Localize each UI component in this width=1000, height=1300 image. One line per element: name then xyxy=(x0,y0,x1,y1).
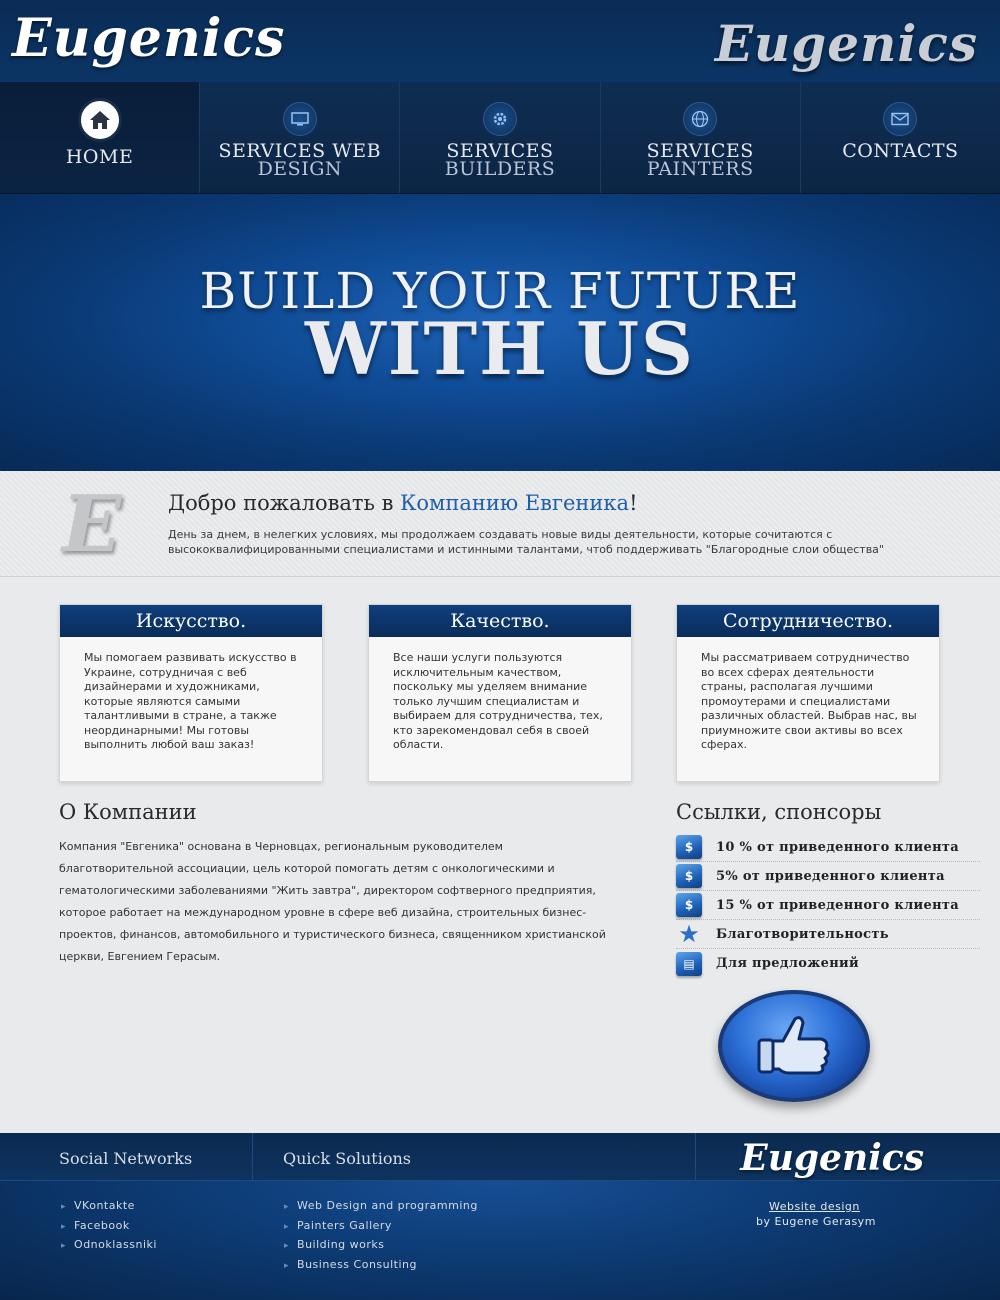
sponsor-link-label: 10 % от приведенного клиента xyxy=(716,839,959,855)
sponsor-link-label: Благотворительность xyxy=(716,926,889,942)
feature-box-text: Все наши услуги пользуются исключительным качеством, поскольку мы уделяем внимание только лучшим специалистам и выбираем для сотрудничества, тех, кто зарекомендовал себя в своей области. xyxy=(393,651,603,751)
about-text: Компания "Евгеника" основана в Черновцах, региональным руководителем благотворительной ассоциации, цель которой помогать детям с онкологическими и гематологическими заболеваниями "Жить завтра", директором софтверного предприятия, которое работает на международном уровне в сфере веб дизайна, строительных бизнес-проектов, финансов, автомобильного и туристического бизнеса, священником христианской церкви, Евгением Герасым. xyxy=(59,840,606,963)
globe-icon xyxy=(683,102,717,136)
sponsor-link-label: Для предложений xyxy=(716,956,859,971)
sponsor-link[interactable] xyxy=(676,920,980,949)
quick-links-list xyxy=(284,1197,478,1275)
money-box-icon: $ xyxy=(676,835,702,859)
footer-link-business-consulting[interactable]: ▸ Business Consulting xyxy=(284,1256,478,1276)
sponsor-link-label: 5% от приведенного клиента xyxy=(716,868,945,884)
footer-credit xyxy=(756,1199,876,1229)
website-design-link[interactable]: Website design xyxy=(769,1200,860,1213)
feature-box-title: Искусство. xyxy=(60,605,322,637)
about-title: О Компании xyxy=(59,800,197,824)
credit-author: by Eugene Gerasym xyxy=(756,1215,876,1228)
dollar-icon: $ xyxy=(676,864,702,888)
feature-box-cooperation xyxy=(676,604,940,782)
footer-link-web-design[interactable]: ▸ Web Design and programming xyxy=(284,1197,478,1217)
nav-item-services-web-design[interactable] xyxy=(200,82,400,193)
hero-headline: BUILD YOUR FUTURE xyxy=(199,262,801,320)
welcome-section xyxy=(0,471,1000,577)
hero-headline-large: WITH US xyxy=(305,306,695,391)
envelope-icon xyxy=(883,102,917,136)
site-logo-secondary: Eugenics xyxy=(714,14,978,73)
e-badge-logo: E xyxy=(62,479,122,570)
sponsor-link[interactable] xyxy=(676,862,980,891)
site-header xyxy=(0,0,1000,82)
nav-label: SERVICES WEB DESIGN xyxy=(218,140,382,180)
nav-item-home[interactable] xyxy=(0,82,200,193)
feature-box-text: Мы помогаем развивать искусство в Украине, сотрудничая с веб дизайнерами и художниками, которые являются самыми талантливыми в стране, а также неординарными! Мы готовы выполнить любой ваш заказ! xyxy=(84,651,297,751)
home-icon xyxy=(78,98,122,142)
feature-box-title: Качество. xyxy=(369,605,631,637)
footer-logo[interactable]: Eugenics xyxy=(740,1137,924,1179)
footer-quick-title: Quick Solutions xyxy=(283,1149,411,1168)
feature-box-art xyxy=(59,604,323,782)
welcome-text: День за днем, в нелегких условиях, мы продолжаем создавать новые виды деятельности, которые сочитаются с высококвалифицированными специалистами и истинными талантами, чтоб поддерживать "Благородные слои общества" xyxy=(168,528,884,556)
nav-label: CONTACTS xyxy=(842,140,959,162)
sponsor-link-label: 15 % от приведенного клиента xyxy=(716,897,959,913)
footer-link-vkontakte[interactable]: ▸ VKontakte xyxy=(61,1197,157,1217)
footer-link-odnoklassniki[interactable]: ▸ Odnoklassniki xyxy=(61,1236,157,1256)
feature-box-text: Мы рассматриваем сотрудничество во всех сферах деятельности страны, располагая лучшими промоутерами и специалистами различных областей. Выбрав нас, вы приумножите свои активы во всех сферах. xyxy=(701,651,917,751)
thumbs-up-icon[interactable] xyxy=(718,990,870,1102)
welcome-title: Добро пожаловать в Компанию Евгеника! xyxy=(168,491,638,515)
cash-icon: $ xyxy=(676,893,702,917)
sponsor-link[interactable] xyxy=(676,949,980,978)
nav-label: SERVICES BUILDERS xyxy=(444,140,556,180)
sponsor-link[interactable] xyxy=(676,833,980,862)
site-logo[interactable]: Eugenics xyxy=(12,8,286,69)
links-title: Ссылки, спонсоры xyxy=(676,800,882,824)
social-links-list xyxy=(61,1197,157,1256)
sponsor-links-list xyxy=(676,833,980,978)
footer-link-painters-gallery[interactable]: ▸ Painters Gallery xyxy=(284,1217,478,1237)
nav-item-contacts[interactable] xyxy=(801,82,1000,193)
star-icon: ★ xyxy=(678,920,700,948)
footer-link-facebook[interactable]: ▸ Facebook xyxy=(61,1217,157,1237)
main-navigation xyxy=(0,82,1000,194)
footer-social-title: Social Networks xyxy=(59,1149,193,1168)
nav-label: HOME xyxy=(65,146,134,168)
nav-item-services-builders[interactable] xyxy=(400,82,600,193)
feature-box-quality xyxy=(368,604,632,782)
site-footer xyxy=(0,1133,1000,1300)
gear-icon xyxy=(483,102,517,136)
footer-link-building-works[interactable]: ▸ Building works xyxy=(284,1236,478,1256)
monitor-icon xyxy=(283,102,317,136)
nav-label: SERVICES PAINTERS xyxy=(646,140,754,180)
folder-icon: ▤ xyxy=(676,952,702,976)
feature-box-title: Сотрудничество. xyxy=(677,605,939,637)
hero-banner xyxy=(0,194,1000,471)
nav-item-services-painters[interactable] xyxy=(601,82,801,193)
sponsor-link[interactable] xyxy=(676,891,980,920)
